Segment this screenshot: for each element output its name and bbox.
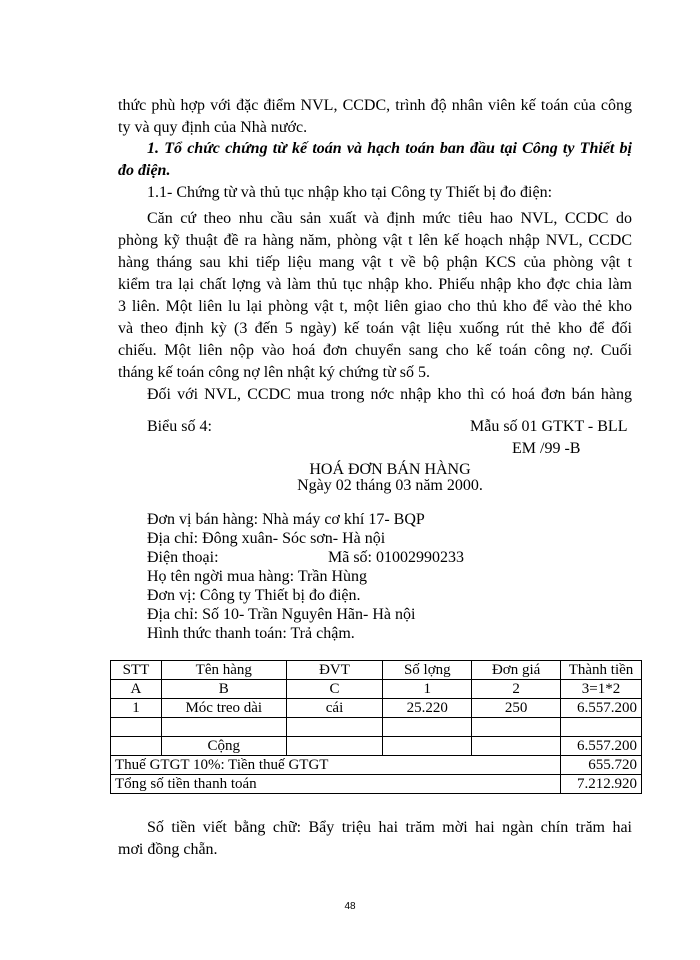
tax-code: Mã số: 01002990233: [328, 549, 464, 566]
code-3: 3=1*2: [561, 680, 642, 699]
section-heading-line-2: đo điện.: [118, 162, 171, 179]
code-a: A: [111, 680, 162, 699]
form-label: Biểu số 4:: [147, 418, 212, 435]
seller-address: Địa chỉ: Đông xuân- Sóc sơn- Hà nội: [147, 530, 386, 547]
invoice-date: Ngày 02 tháng 03 năm 2000.: [297, 477, 483, 494]
paragraph-intro-line-1: thức phù hợp với đặc điểm NVL, CCDC, trình độ nhân viên kế toán của công: [118, 97, 632, 114]
row1-unit: cái: [286, 699, 383, 718]
code-c: C: [286, 680, 383, 699]
header-amount: Thành tiền: [561, 661, 642, 680]
table-subtotal-row: [111, 737, 642, 756]
row1-quantity: 25.220: [383, 699, 472, 718]
code-1: 1: [383, 680, 472, 699]
payment-method: Hình thức thanh toán: Trả chậm.: [147, 625, 355, 642]
subtotal-value: 6.557.200: [561, 737, 642, 756]
paragraph-procedure-line-2: phòng kỹ thuật đề ra hàng năm, phòng vật t lên kế hoạch nhập NVL, CCDC: [118, 232, 632, 249]
header-item-name: Tên hàng: [161, 661, 286, 680]
paragraph-procedure-line-7: chiếu. Một liên nộp vào hoá đơn chuyển sang cho kế toán công nợ. Cuối: [118, 342, 632, 359]
paragraph-intro-line-2: ty và quy định của Nhà nước.: [118, 119, 308, 136]
paragraph-procedure-line-5: 3 liên. Một liên lu lại phòng vật t, một liên giao cho thủ kho để vào thẻ kho: [118, 298, 632, 315]
amount-in-words-line-2: mơi đồng chẵn.: [118, 841, 218, 858]
vat-value: 655.720: [561, 756, 642, 775]
row1-unit-price: 250: [472, 699, 561, 718]
invoice-title: HOÁ ĐƠN BÁN HÀNG: [309, 461, 471, 478]
buyer-address: Địa chỉ: Số 10- Trần Nguyên Hãn- Hà nội: [147, 606, 416, 623]
paragraph-procedure-line-3: hàng tháng sau khi tiếp liệu mang vật t về bộ phận KCS của phòng vật t: [118, 254, 632, 271]
buyer-name: Họ tên ngời mua hàng: Trần Hùng: [147, 568, 368, 585]
code-2: 2: [472, 680, 561, 699]
paragraph-purchase-line-1: Đối với NVL, CCDC mua trong nớc nhập kho thì có hoá đơn bán hàng: [147, 386, 632, 403]
table-code-row: [111, 680, 642, 699]
total-value: 7.212.920: [561, 775, 642, 794]
row1-amount: 6.557.200: [561, 699, 642, 718]
amount-in-words-line-1: Số tiền viết bằng chữ: Bẩy triệu hai trăm mời hai ngàn chín trăm hai: [147, 819, 632, 836]
vat-label: Thuế GTGT 10%: Tiền thuế GTGT: [111, 756, 561, 775]
paragraph-procedure-line-1: Căn cứ theo nhu cầu sản xuất và định mức tiêu hao NVL, CCDC do: [147, 210, 632, 227]
section-heading-line-1: 1. Tổ chức chứng từ kế toán và hạch toán ban đầu tại Công ty Thiết bị: [147, 140, 632, 157]
invoice-table: [110, 660, 642, 794]
table-header-row: [111, 661, 642, 680]
page-number: 48: [344, 901, 356, 912]
paragraph-procedure-line-8: tháng kế toán công nợ lên nhật ký chứng từ số 5.: [118, 364, 430, 381]
paragraph-procedure-line-6: và theo định kỳ (3 đến 5 ngày) kế toán vật liệu xuống rút thẻ kho để đối: [118, 320, 632, 337]
phone-label: Điện thoại:: [147, 549, 219, 566]
table-empty-row: [111, 718, 642, 737]
table-row: [111, 699, 642, 718]
code-b: B: [161, 680, 286, 699]
table-vat-row: [111, 756, 642, 775]
header-quantity: Số lợng: [383, 661, 472, 680]
row1-stt: 1: [111, 699, 162, 718]
form-code-line-2: EM /99 -B: [512, 440, 581, 457]
table-total-row: [111, 775, 642, 794]
subtotal-label: Cộng: [161, 737, 286, 756]
paragraph-procedure-line-4: kiểm tra lại chất lợng và làm thủ tục nhập kho. Phiếu nhập kho đợc chia làm: [118, 276, 632, 293]
form-code-line-1: Mẫu số 01 GTKT - BLL: [470, 418, 628, 435]
buyer-unit: Đơn vị: Công ty Thiết bị đo điện.: [147, 587, 361, 604]
seller-name: Đơn vị bán hàng: Nhà máy cơ khí 17- BQP: [147, 511, 425, 528]
subsection-heading: 1.1- Chứng từ và thủ tục nhập kho tại Công ty Thiết bị đo điện:: [147, 184, 553, 201]
header-unit-price: Đơn giá: [472, 661, 561, 680]
row1-item-name: Móc treo dài: [161, 699, 286, 718]
total-label: Tổng số tiền thanh toán: [111, 775, 561, 794]
header-unit: ĐVT: [286, 661, 383, 680]
header-stt: STT: [111, 661, 162, 680]
